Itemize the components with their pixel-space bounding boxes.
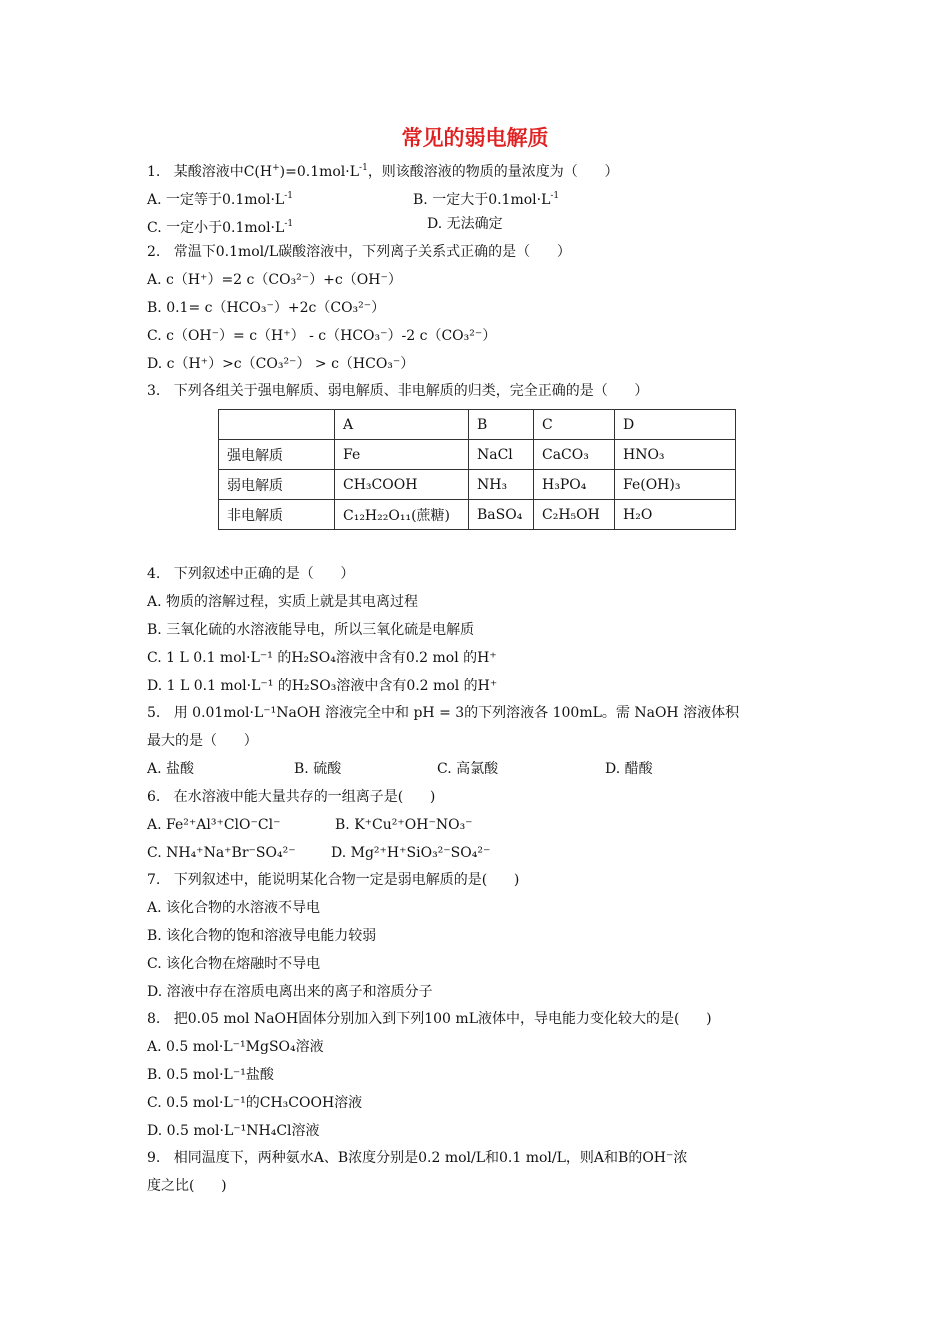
table-cell: 弱电解质 [219,470,335,500]
table-cell: H₃PO₄ [534,470,615,500]
table-header-cell: A [335,410,469,440]
table-cell: 非电解质 [219,500,335,530]
q1-option-a-sup: -1 [284,191,293,201]
question-7-option-b: B. 该化合物的饱和溶液导电能力较弱 [147,928,377,944]
table-row [219,500,736,530]
question-3-stem: 3. 下列各组关于强电解质、弱电解质、非电解质的归类，完全正确的是（ ） [147,383,649,399]
question-2-option-d: D. c（H⁺）>c（CO₃²⁻） > c（HCO₃⁻） [147,356,415,372]
question-7-stem: 7. 下列叙述中，能说明某化合物一定是弱电解质的是( ) [147,872,520,888]
q1-stem-part: ，则该酸溶液的物质的量浓度为（ ） [367,164,619,180]
question-9-stem-line-1: 9. 相同温度下，两种氨水A、B浓度分别是0.2 mol/L和0.1 mol/L，则A和B的OH⁻浓 [147,1150,688,1166]
question-1-option-c [147,214,293,238]
classification-table [218,409,736,530]
question-7-option-a: A. 该化合物的水溶液不导电 [147,900,321,916]
question-9-stem-line-2: 度之比( ) [147,1178,227,1194]
table-cell: 强电解质 [219,440,335,470]
question-6-option-d: D. Mg²⁺H⁺SiO₃²⁻SO₄²⁻ [331,845,491,861]
question-7-option-c: C. 该化合物在熔融时不导电 [147,956,321,972]
question-1-stem [147,158,619,182]
table-header-row [219,410,736,440]
q1-stem-part: )=0.1mol·L [279,164,360,180]
question-5-stem-line-2: 最大的是（ ） [147,733,258,749]
table-row [219,440,736,470]
table-cell: BaSO₄ [469,500,534,530]
table-cell: CH₃COOH [335,470,469,500]
question-8-option-d: D. 0.5 mol·L⁻¹NH₄Cl溶液 [147,1123,320,1139]
q1-option-a-text: A. 一定等于0.1mol·L [147,192,285,208]
table-header-cell: D [615,410,736,440]
question-4-option-c: C. 1 L 0.1 mol·L⁻¹ 的H₂SO₄溶液中含有0.2 mol 的H⁺ [147,650,497,666]
question-6-option-b: B. K⁺Cu²⁺OH⁻NO₃⁻ [335,817,473,833]
q1-option-b-text: B. 一定大于0.1mol·L [413,192,551,208]
question-4-option-a: A. 物质的溶解过程，实质上就是其电离过程 [147,594,419,610]
table-cell: C₂H₅OH [534,500,615,530]
q1-option-b-sup: -1 [550,191,560,201]
question-7-option-d: D. 溶液中存在溶质电离出来的离子和溶质分子 [147,984,433,1000]
question-1-option-a [147,186,293,210]
question-4-option-d: D. 1 L 0.1 mol·L⁻¹ 的H₂SO₃溶液中含有0.2 mol 的H⁺ [147,678,498,694]
table-cell: NH₃ [469,470,534,500]
table-cell: C₁₂H₂₂O₁₁(蔗糖) [335,500,469,530]
q1-option-c-sup: -1 [284,219,294,229]
q1-sup: -1 [359,163,368,173]
table-header-cell [219,410,335,440]
table-cell: HNO₃ [615,440,736,470]
table-cell: NaCl [469,440,534,470]
table-header-cell: C [534,410,615,440]
question-5-option-c: C. 高氯酸 [437,761,499,777]
question-2-stem: 2. 常温下0.1mol/L碳酸溶液中，下列离子关系式正确的是（ ） [147,244,571,260]
question-5-stem-line-1: 5. 用 0.01mol·L⁻¹NaOH 溶液完全中和 pH = 3的下列溶液各 100mL。需 NaOH 溶液体积 [147,705,740,721]
question-6-option-a: A. Fe²⁺Al³⁺ClO⁻Cl⁻ [147,817,281,833]
question-8-stem: 8. 把0.05 mol NaOH固体分别加入到下列100 mL液体中，导电能力变化较大的是( ) [147,1011,712,1027]
q1-option-c-text: C. 一定小于0.1mol·L [147,220,285,236]
page-title: 常见的弱电解质 [401,126,549,150]
q1-sup: + [272,163,280,173]
question-4-option-b: B. 三氧化硫的水溶液能导电，所以三氧化硫是电解质 [147,622,475,638]
question-1-option-b [413,186,559,210]
question-2-option-b: B. 0.1= c（HCO₃⁻）+2c（CO₃²⁻） [147,300,386,316]
question-1-option-d: D. 无法确定 [427,216,503,232]
question-5-option-b: B. 硫酸 [294,761,342,777]
question-8-option-a: A. 0.5 mol·L⁻¹MgSO₄溶液 [147,1039,324,1055]
question-6-stem: 6. 在水溶液中能大量共存的一组离子是( ) [147,789,436,805]
question-2-option-a: A. c（H⁺）=2 c（CO₃²⁻）+c（OH⁻） [147,272,402,288]
question-8-option-c: C. 0.5 mol·L⁻¹的CH₃COOH溶液 [147,1095,363,1111]
table-row [219,470,736,500]
table-cell: Fe [335,440,469,470]
table-cell: H₂O [615,500,736,530]
question-6-option-c: C. NH₄⁺Na⁺Br⁻SO₄²⁻ [147,845,296,861]
question-5-option-a: A. 盐酸 [147,761,195,777]
q1-stem-part: 1. 某酸溶液中C(H [147,164,273,180]
question-5-option-d: D. 醋酸 [605,761,653,777]
question-8-option-b: B. 0.5 mol·L⁻¹盐酸 [147,1067,274,1083]
table-cell: CaCO₃ [534,440,615,470]
question-4-stem: 4. 下列叙述中正确的是（ ） [147,566,355,582]
table-cell: Fe(OH)₃ [615,470,736,500]
question-2-option-c: C. c（OH⁻）= c（H⁺） - c（HCO₃⁻）-2 c（CO₃²⁻） [147,328,497,344]
table-header-cell: B [469,410,534,440]
